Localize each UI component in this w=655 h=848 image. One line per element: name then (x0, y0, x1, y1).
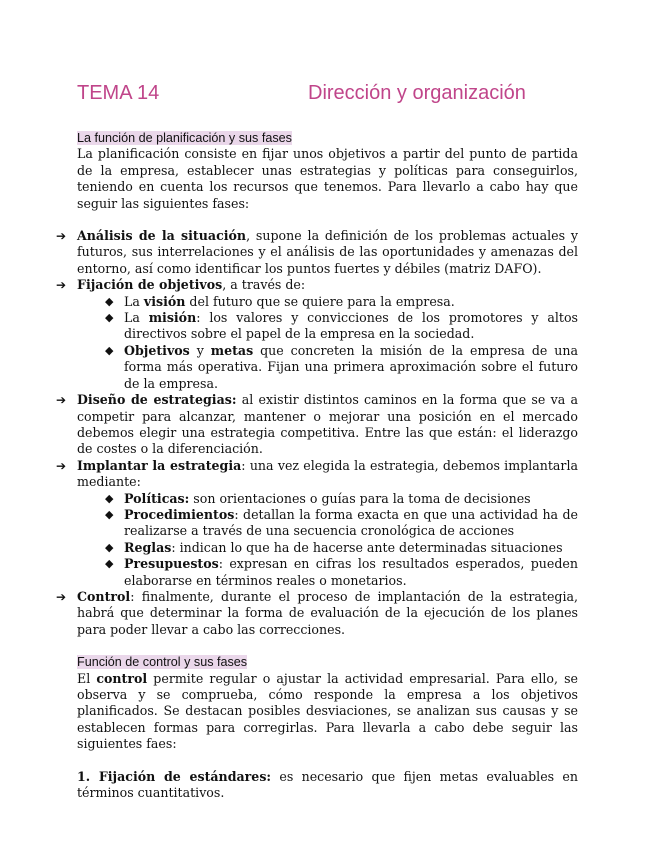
arrow-bullet-icon: ➔ (56, 458, 67, 473)
sub-item-mission: ◆ La misión: los valores y convicciones de los promotores y altos directivos sobre el papel de la empresa en la sociedad. (105, 310, 579, 342)
control-step-1: 1. Fijación de estándares: es necesario que fijen metas evaluables en términos cuantitativos. (77, 768, 578, 801)
section-heading-control: Función de control y sus fases (77, 655, 248, 670)
section-heading-planning: La función de planificación y sus fases (77, 131, 292, 145)
diamond-bullet-icon: ◆ (105, 557, 114, 571)
arrow-bullet-icon: ➔ (56, 229, 67, 244)
list-item-control: ➔ Control: finalmente, durante el proceso de implantación de la estrategia, habrá que determinar la forma de evaluación de la ejecución de los planes para poder llevar a cabo las correcciones. (56, 588, 578, 637)
document-body (56, 130, 578, 801)
sub-item-procedures: ◆ Procedimientos: detallan la forma exacta en que una actividad ha de realizarse a través de una secuencia cronológica de acciones (105, 506, 578, 539)
list-item-strategy-implementation: ➔ Implantar la estrategia: una vez elegida la estrategia, debemos implantarla mediante: (56, 457, 578, 490)
sub-item-budgets: ◆ Presupuestos: expresan en cifras los resultados esperados, pueden elaborarse en términos reales o monetarios. (105, 556, 578, 588)
topic-number: TEMA 14 (77, 82, 160, 104)
diamond-bullet-icon: ◆ (105, 507, 114, 521)
sub-item-rules: ◆ Reglas: indican lo que ha de hacerse ante determinadas situaciones (105, 539, 563, 555)
diamond-bullet-icon: ◆ (105, 343, 114, 357)
sub-item-goals: ◆ Objetivos y metas que concreten la misión de la empresa de una forma más operativa. Fijan una primera aproximación sobre el futuro de la empresa. (105, 342, 579, 391)
list-item-objectives: ➔ Fijación de objetivos, a través de: (56, 277, 306, 293)
sub-item-policies: ◆ Políticas: son orientaciones o guías para la toma de decisiones (105, 490, 531, 506)
diamond-bullet-icon: ◆ (105, 491, 114, 505)
arrow-bullet-icon: ➔ (56, 589, 67, 604)
topic-title: Dirección y organización (308, 82, 526, 104)
control-intro: El control permite regular o ajustar la actividad empresarial. Para ello, se observa y se comprueba, cómo responde la empresa a los objetivos planificados. Se destacan posibles desviaciones, se analizan sus causas y se establecen formas para corregirlas. Para llevarla a cabo debe seguir las siguientes faes: (77, 670, 578, 752)
page-header (77, 82, 575, 108)
planning-intro: La planificación consiste en fijar unos objetivos a partir del punto de partida de la empresa, establecer unas estrategias y políticas para conseguirlos, teniendo en cuenta los recursos que tenemos. Para llevarlo a cabo hay que seguir las siguientes fases: (77, 146, 578, 211)
list-item-strategy-design: ➔ Diseño de estrategias: al existir distintos caminos en la forma que se va a competir para alcanzar, mantener o mejorar una posición en el mercado debemos elegir una estrategia competitiva. Entre las que están: el liderazgo de costes o la diferenciación. (56, 392, 578, 457)
sub-item-vision: ◆ La visión del futuro que se quiere para la empresa. (105, 293, 455, 309)
arrow-bullet-icon: ➔ (56, 278, 67, 293)
list-item-analysis: ➔ Análisis de la situación, supone la definición de los problemas actuales y futuros, sus interrelaciones y el análisis de las oportunidades y amenazas del entorno, así como identificar los puntos fuertes y débiles (matriz DAFO). (56, 228, 578, 276)
diamond-bullet-icon: ◆ (105, 540, 114, 554)
arrow-bullet-icon: ➔ (56, 393, 67, 408)
diamond-bullet-icon: ◆ (105, 294, 114, 308)
diamond-bullet-icon: ◆ (105, 311, 114, 325)
